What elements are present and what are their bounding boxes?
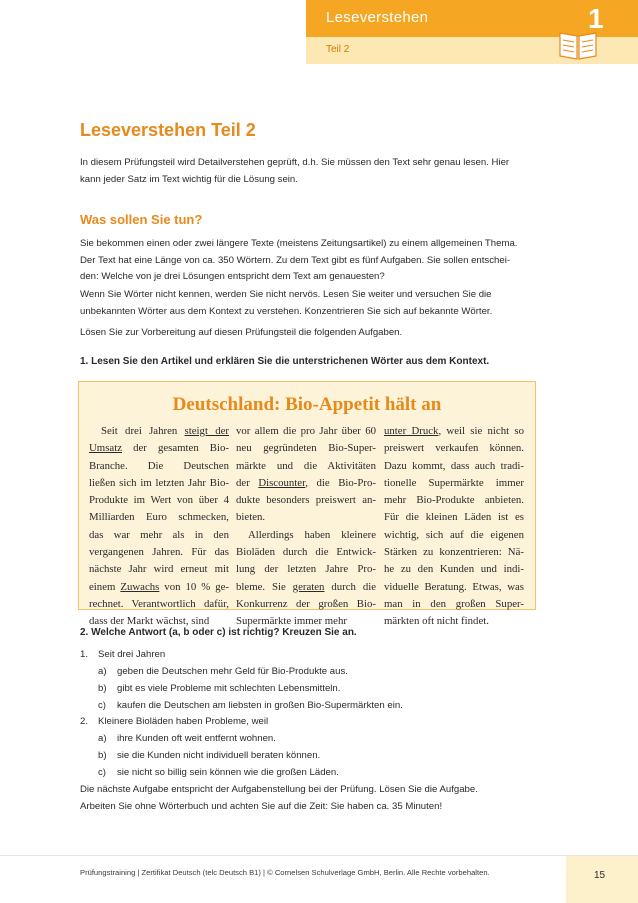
article-text: wichtig, sich auf die eigenen (384, 528, 524, 541)
answer-option-letter[interactable]: a) (98, 733, 107, 744)
task-1-instruction: 1. Lesen Sie den Artikel und erklären Sie die unterstrichenen Wörter aus dem Kontext. (80, 356, 490, 367)
article-line (236, 509, 376, 526)
article-column-2 (236, 423, 376, 631)
page-title: Leseverstehen Teil 2 (80, 120, 256, 140)
article-line (384, 458, 524, 475)
article-text: rechnet. Verantwortlich dafür, (89, 597, 229, 610)
article-text: Stärken zu konzentrieren: Nä- (384, 546, 524, 559)
article-text: bieten. (236, 511, 266, 524)
question-stem: Kleinere Bioläden haben Probleme, weil (98, 716, 269, 727)
article-text: man in den großen Super- (384, 597, 524, 610)
article-line (89, 561, 229, 578)
article-line (89, 596, 229, 613)
article-line (384, 440, 524, 457)
article-title: Deutschland: Bio-Appetit hält an (172, 394, 442, 415)
article-line (236, 579, 376, 596)
article-line (384, 613, 524, 630)
article-text: einem (89, 580, 121, 593)
article-text: lung der letzten Jahre Pro- (236, 563, 376, 576)
article-text: Seit drei Jahren (101, 425, 185, 437)
article-text: , weil sie nicht so (438, 425, 524, 437)
answer-option-letter[interactable]: b) (98, 750, 107, 761)
article-line (236, 440, 376, 457)
text-line: den: Welche von je drei Lösungen entspricht dem Text am genauesten? (80, 271, 385, 282)
article-text: dukte besonders preiswert an- (236, 494, 376, 507)
article-text: Supermärkte immer mehr (236, 615, 347, 628)
article-text: Branche. Die Deutschen (89, 459, 229, 472)
article-text: Dazu kommt, dass auch tradi- (384, 459, 524, 472)
underlined-word: unter Druck (384, 425, 439, 437)
article-text: neu gegründeten Bio-Super- (236, 442, 376, 455)
article-text: durch die (324, 580, 376, 593)
article-line (384, 527, 524, 544)
answer-option-letter[interactable]: c) (98, 767, 106, 778)
paragraph-1 (80, 236, 540, 286)
paragraph-3: Lösen Sie zur Vorbereitung auf diesen Prüfungsteil die folgenden Aufgaben. (80, 327, 403, 338)
article-text: , die Bio-Pro- (305, 476, 376, 489)
article-text: Allerdings haben kleinere (248, 528, 376, 541)
underlined-word: Zuwachs (120, 580, 160, 593)
article-text: märkten oft nicht findet. (384, 615, 489, 628)
intro-line: kann jeder Satz im Text wichtig für die Lösung sein. (80, 173, 298, 185)
article-line (384, 423, 524, 440)
article-line (384, 475, 524, 492)
page-number: 15 (594, 870, 606, 881)
article-text: tionelle Supermärkte immer (384, 476, 524, 489)
answer-option-text: ihre Kunden oft weit entfernt wohnen. (117, 733, 276, 744)
task-2-instruction: 2. Welche Antwort (a, b oder c) ist richtig? Kreuzen Sie an. (80, 627, 357, 638)
article-line (89, 458, 229, 475)
article-line (236, 561, 376, 578)
article-text: Bioläden durch die Entwick- (236, 546, 376, 559)
article-text: preiswert verkaufen können. (384, 442, 524, 455)
answer-option-text: geben die Deutschen mehr Geld für Bio-Produkte aus. (117, 666, 348, 677)
article-line (236, 596, 376, 613)
text-line: Arbeiten Sie ohne Wörterbuch und achten Sie auf die Zeit: Sie haben ca. 35 Minuten! (80, 800, 443, 812)
intro-text (80, 155, 540, 188)
article-text: märkte und die Aktivitäten (236, 459, 376, 472)
intro-line: In diesem Prüfungsteil wird Detailverstehen geprüft, d.h. Sie müssen den Text sehr genau lesen. Hier (80, 157, 510, 168)
article-line (89, 509, 229, 526)
article-text: der (236, 476, 259, 489)
answer-option-text: sie die Kunden nicht individuell beraten können. (117, 750, 321, 761)
article-column-3 (384, 423, 524, 631)
article-text: nächste Jahr wird erneut mit (89, 563, 229, 576)
chapter-number: 1 (588, 3, 604, 34)
article-line (89, 579, 229, 596)
article-text: dass der Markt wächst, sind (89, 615, 210, 628)
article-text: das war mehr als in den (89, 528, 229, 541)
article-text: viduelle Beratung. Etwas, was (384, 580, 524, 593)
article-line (236, 475, 376, 492)
article-column-1 (89, 423, 229, 631)
article-line (384, 561, 524, 578)
article-text: bleme. Sie (236, 580, 293, 593)
underlined-word: Discounter (258, 476, 306, 489)
answer-option-text: kaufen die Deutschen am liebsten in großen Bio-Supermärkten ein. (117, 700, 403, 711)
section-subheading: Was sollen Sie tun? (80, 212, 203, 227)
article-line (89, 440, 229, 457)
article-line (89, 423, 229, 440)
article-line (236, 423, 376, 440)
article-line (89, 544, 229, 561)
article-line (384, 544, 524, 561)
article-line (384, 509, 524, 526)
section-part: Teil 2 (326, 44, 350, 55)
article-line (89, 492, 229, 509)
article-text: Produkte im Wert von über 4 (89, 494, 229, 507)
article-text: he zu den Kunden und indi- (384, 563, 524, 576)
answer-option-text: sie nicht so billig sein können wie die großen Läden. (117, 767, 339, 778)
article-text: Milliarden Euro schmecken, (89, 511, 229, 524)
text-line: Sie bekommen einen oder zwei längere Texte (meistens Zeitungsartikel) zu einem allgemeinen Thema. (80, 238, 518, 249)
article-text: Konkurrenz der großen Bio- (236, 597, 376, 610)
article-line (384, 579, 524, 596)
article-line (89, 475, 229, 492)
article-line (384, 492, 524, 509)
question-stem: Seit drei Jahren (98, 649, 166, 660)
article-line (236, 492, 376, 509)
footer-divider (0, 855, 638, 856)
article-line (236, 544, 376, 561)
article-text: Für die kleinen Läden ist es (384, 511, 524, 524)
closing-text (80, 782, 540, 815)
article-text: vergangenen Jahren. Für das (89, 546, 229, 559)
article-line (384, 596, 524, 613)
section-title: Leseverstehen (326, 9, 429, 26)
article-text: ließen sich im letzten Jahr Bio- (89, 476, 229, 489)
answer-option-letter[interactable]: c) (98, 700, 106, 711)
article-line (89, 527, 229, 544)
answer-option-letter[interactable]: b) (98, 683, 107, 694)
underlined-word: Umsatz (89, 442, 122, 455)
question-number: 1. (80, 649, 89, 660)
article-box (78, 381, 536, 628)
text-line: Der Text hat eine Länge von ca. 350 Wörtern. Zu dem Text gibt es fünf Aufgaben. Sie sollen entschei- (80, 254, 511, 266)
article-line (236, 527, 376, 544)
footer-text: Prüfungstraining | Zertifikat Deutsch (telc Deutsch B1) | © Cornelsen Schulverlage GmbH, Berlin. Alle Rechte vorbehalten. (80, 868, 490, 877)
underlined-word: geraten (292, 580, 325, 593)
article-text: von 10 % ge- (159, 580, 229, 593)
text-line: unbekannten Wörter aus dem Kontext zu verstehen. Konzentrieren Sie sich auf bekannte Wörter. (80, 305, 493, 317)
paragraph-2 (80, 287, 540, 320)
underlined-word: steigt der (184, 425, 229, 437)
answer-option-text: gibt es viele Probleme mit schlechten Lebensmitteln. (117, 683, 341, 694)
text-line: Wenn Sie Wörter nicht kennen, werden Sie nicht nervös. Lesen Sie weiter und versuchen Sie die (80, 289, 492, 300)
article-line (236, 458, 376, 475)
article-text: vor allem die pro Jahr über 60 (236, 425, 376, 437)
article-text: mehr Bio-Produkte anbieten. (384, 494, 524, 507)
article-text: der gesamten Bio- (121, 442, 229, 455)
question-number: 2. (80, 716, 89, 727)
text-line: Die nächste Aufgabe entspricht der Aufgabenstellung bei der Prüfung. Lösen Sie die Aufgabe. (80, 784, 478, 795)
answer-option-letter[interactable]: a) (98, 666, 107, 677)
